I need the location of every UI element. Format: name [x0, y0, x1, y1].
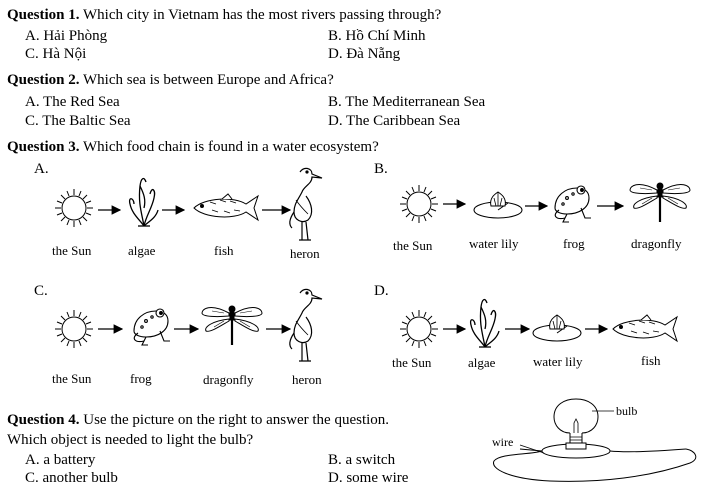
algae-icon: [130, 179, 158, 226]
q4-option-a[interactable]: A. a battery: [25, 452, 96, 468]
q2-option-c[interactable]: C. The Baltic Sea: [25, 113, 131, 129]
fish-icon: [613, 315, 677, 341]
sun-icon: [400, 310, 438, 348]
chain-a-item-4: heron: [290, 246, 320, 261]
chain-d-item-4: fish: [641, 353, 661, 368]
chain-b-item-2: water lily: [469, 236, 519, 251]
chain-b-letter[interactable]: B.: [374, 161, 388, 177]
question-2: [7, 72, 334, 89]
question-text: Which sea is between Europe and Africa?: [83, 72, 334, 88]
chain-c-item-1: the Sun: [52, 371, 92, 386]
bulb-label: bulb: [616, 404, 638, 418]
chain-d-item-3: water lily: [533, 354, 583, 369]
chain-c-item-3: dragonfly: [203, 372, 254, 387]
chain-d-item-2: algae: [468, 355, 496, 370]
sun-icon: [55, 189, 93, 227]
q4-option-c[interactable]: C. another bulb: [25, 470, 118, 486]
heron-icon: [290, 168, 322, 240]
bulb-icon: [554, 399, 598, 433]
fish-icon: [194, 194, 258, 220]
q1-option-b[interactable]: B. Hồ Chí Minh: [328, 28, 426, 44]
question-number: Question 4.: [7, 412, 80, 428]
question-text: Which city in Vietnam has the most rivers passing through?: [83, 7, 442, 23]
bulb-figure: [490, 403, 710, 503]
frog-icon: [134, 309, 170, 345]
heron-icon: [290, 289, 322, 361]
chain-a-letter[interactable]: A.: [34, 161, 49, 177]
q1-option-c[interactable]: C. Hà Nội: [25, 46, 87, 62]
algae-icon: [471, 300, 499, 347]
question-3: [7, 139, 379, 156]
chain-c-item-4: heron: [292, 372, 322, 387]
question-1: [7, 7, 441, 24]
chain-d-letter[interactable]: D.: [374, 283, 389, 299]
q4-option-d[interactable]: D. some wire: [328, 470, 409, 486]
q1-option-a[interactable]: A. Hải Phòng: [25, 28, 108, 44]
q4-option-b[interactable]: B. a switch: [328, 452, 396, 468]
question-number: Question 3.: [7, 139, 80, 155]
question-number: Question 2.: [7, 72, 80, 88]
chain-a-item-2: algae: [128, 243, 156, 258]
water-lily-icon: [474, 192, 522, 218]
q2-option-b[interactable]: B. The Mediterranean Sea: [328, 94, 486, 110]
sun-icon: [400, 185, 438, 223]
dragonfly-icon: [630, 183, 690, 222]
q2-option-d[interactable]: D. The Caribbean Sea: [328, 113, 461, 129]
question-text: Which food chain is found in a water ecosystem?: [83, 139, 379, 155]
chain-a-item-1: the Sun: [52, 243, 92, 258]
wire-label: wire: [492, 435, 514, 449]
sun-icon: [55, 310, 93, 348]
question-number: Question 1.: [7, 7, 80, 23]
chain-b-item-3: frog: [563, 236, 585, 251]
question-text: Use the picture on the right to answer the question.: [83, 412, 390, 428]
chain-c-letter[interactable]: C.: [34, 283, 48, 299]
frog-icon: [555, 186, 591, 222]
chain-c-item-2: frog: [130, 371, 152, 386]
question-4-sub: Which object is needed to light the bulb?: [7, 432, 254, 448]
q2-option-a[interactable]: A. The Red Sea: [25, 94, 120, 110]
water-lily-icon: [533, 315, 581, 341]
chain-b-item-4: dragonfly: [631, 236, 682, 251]
food-chain-c: [40, 285, 370, 385]
chain-d-item-1: the Sun: [392, 355, 432, 370]
question-4: [7, 412, 389, 429]
chain-a-item-3: fish: [214, 243, 234, 258]
chain-b-item-1: the Sun: [393, 238, 433, 253]
q1-option-d[interactable]: D. Đà Nẵng: [328, 46, 401, 62]
dragonfly-icon: [202, 306, 262, 345]
